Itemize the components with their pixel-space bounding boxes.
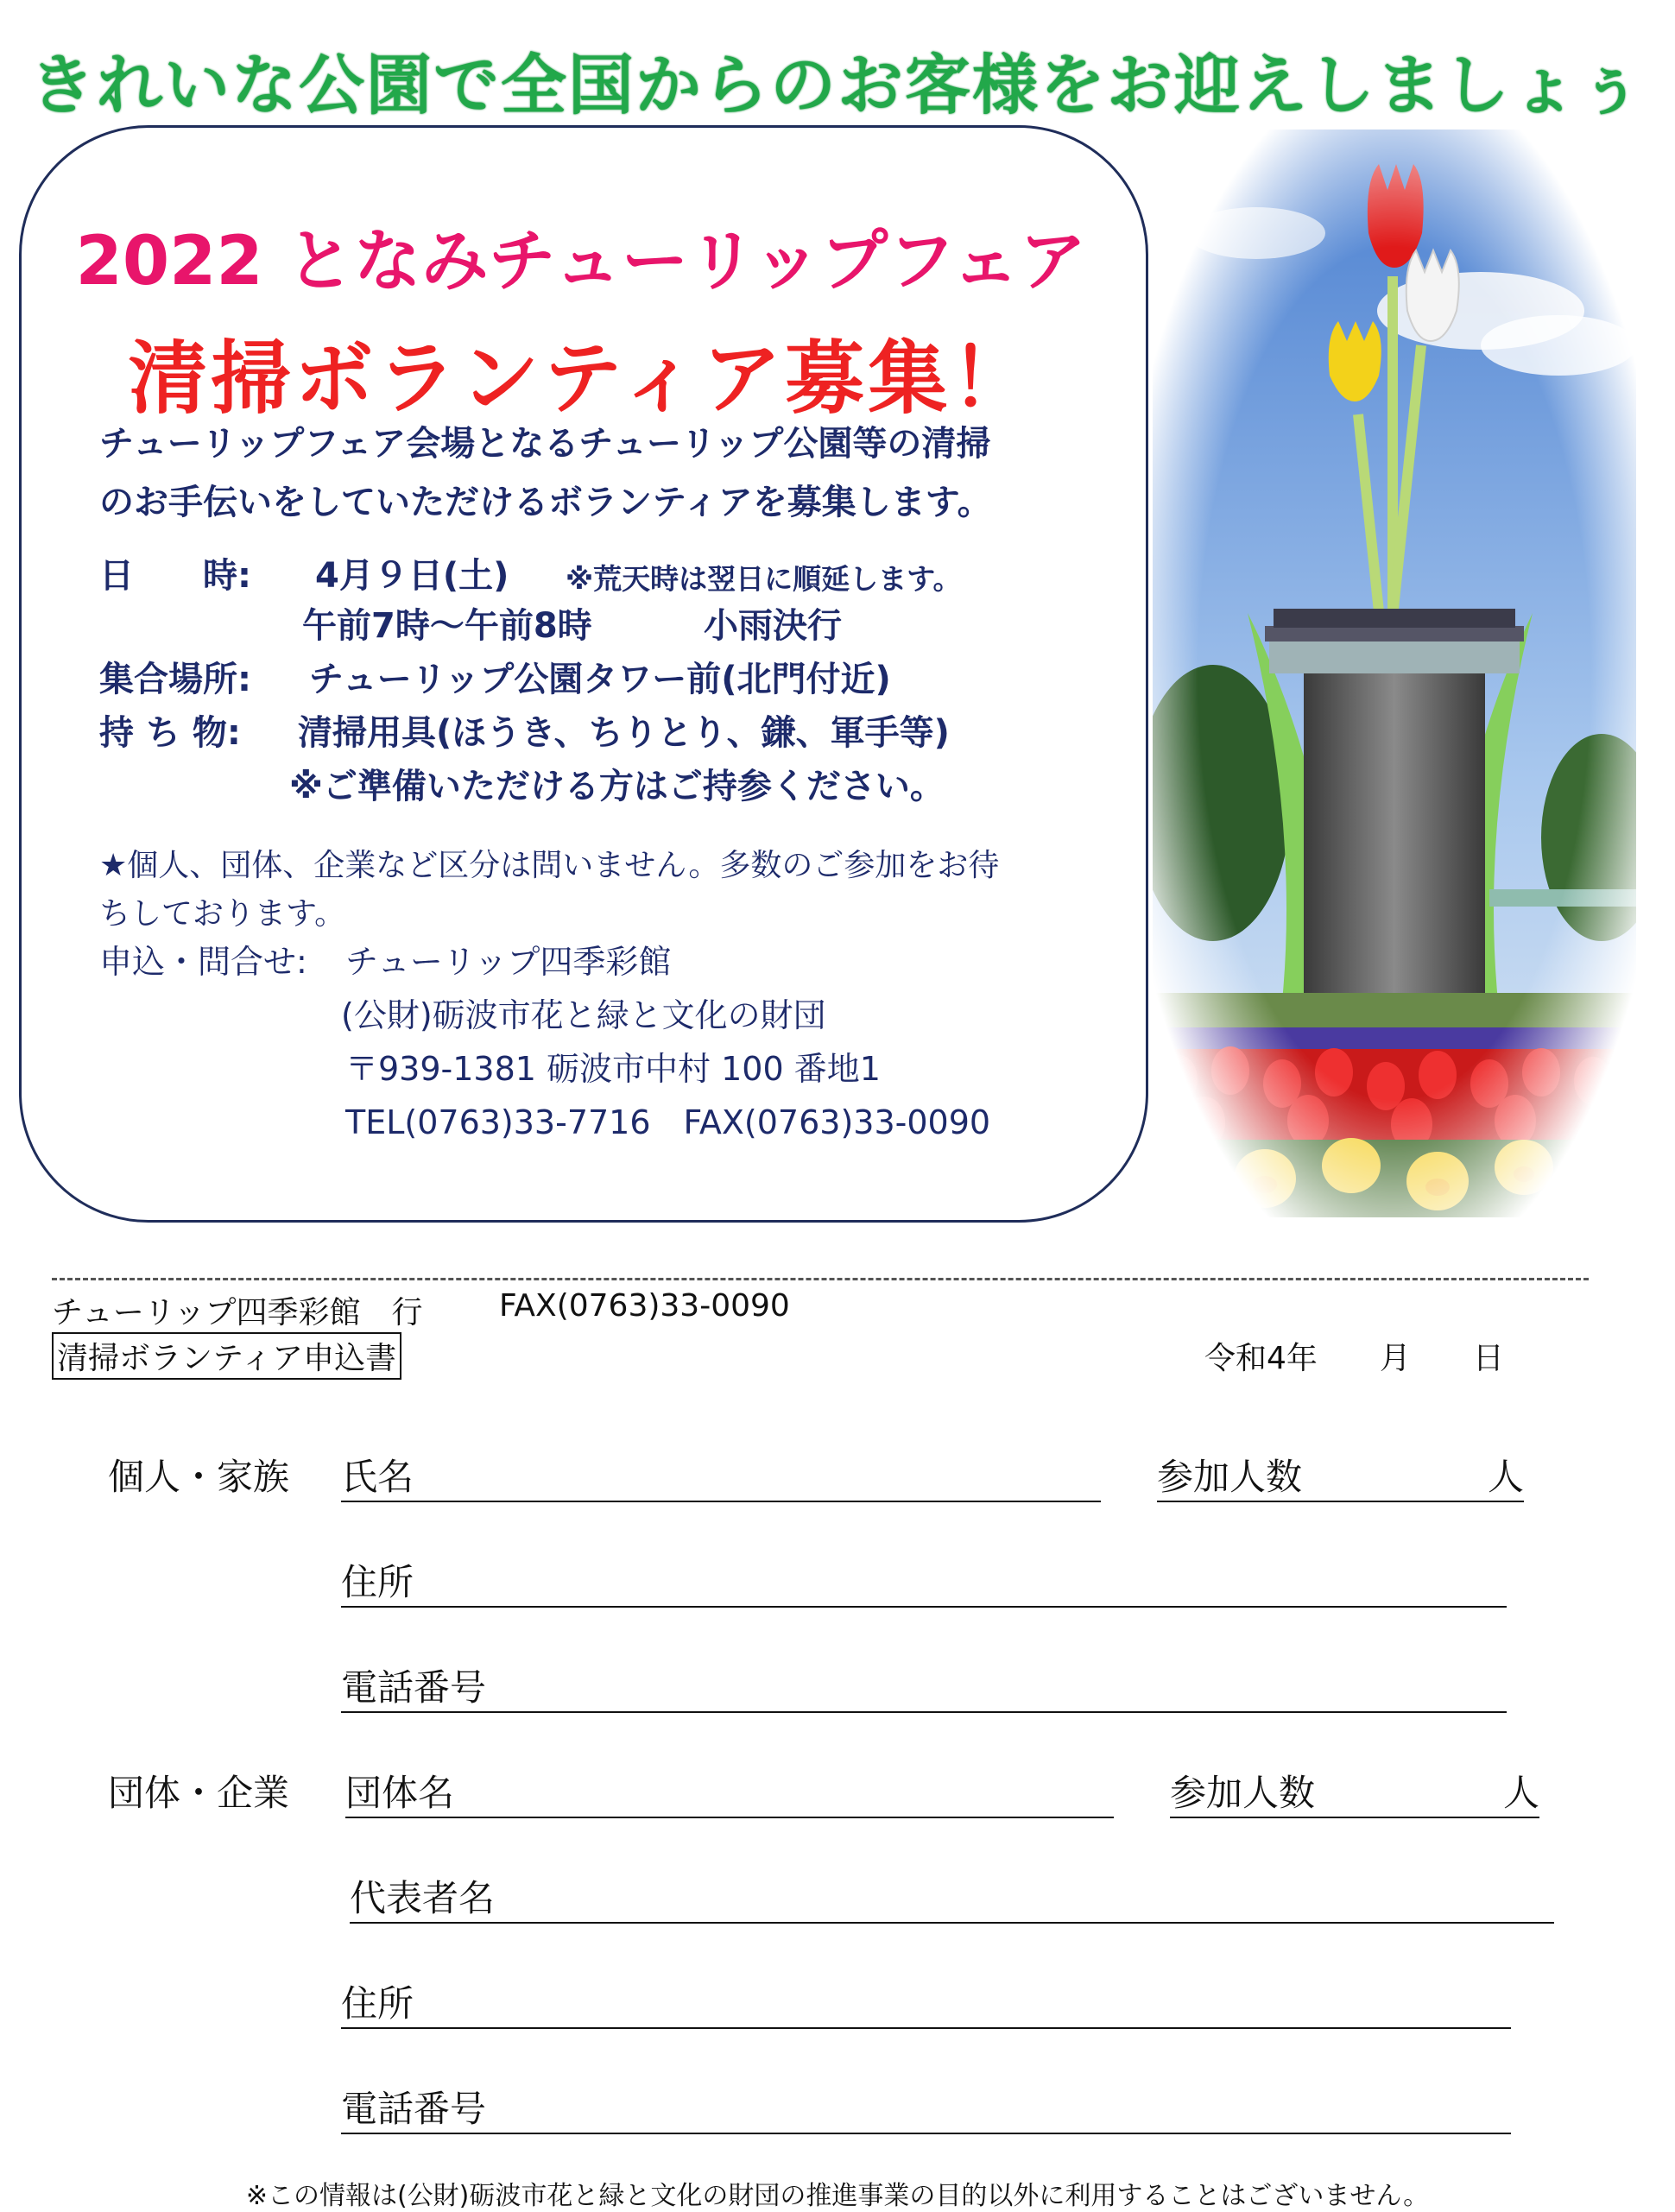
time-note: 小雨決行: [704, 606, 842, 646]
form-fax: FAX(0763)33-0090: [499, 1288, 790, 1324]
group-address-label: 住所: [341, 1982, 414, 2025]
form-date-line: 令和4年 月 日: [1204, 1341, 1504, 1376]
fair-title: 2022 となみチューリップフェア: [75, 223, 1087, 300]
cut-line: [52, 1278, 1589, 1280]
intro-text: [99, 414, 1092, 532]
intro-line-2: のお手伝いをしていただけるボランティアを募集します。: [99, 483, 992, 522]
group-phone-field[interactable]: [341, 2081, 1511, 2134]
note-line-1: ★個人、団体、企業など区分は問いません。多数のご参加をお待: [99, 848, 1000, 883]
contact-line-4: TEL(0763)33-7716 FAX(0763)33-0090: [345, 1103, 991, 1141]
tulip-tower-photo: [1153, 130, 1636, 1217]
participants-label: 参加人数: [1157, 1456, 1303, 1498]
time-value: 午前7時～午前8時: [302, 606, 592, 646]
tulip-tower-image: [1153, 130, 1636, 1217]
group-name-field[interactable]: [345, 1765, 1114, 1818]
note-line-2: ちしております。: [99, 896, 346, 932]
individual-address-field[interactable]: [341, 1554, 1507, 1608]
items-note: ※ご準備いただける方はご持参ください。: [289, 767, 945, 806]
individual-phone-field[interactable]: [341, 1659, 1507, 1713]
place-value: チューリップ公園タワー前(北門付近): [309, 660, 891, 699]
group-name-label: 団体名: [345, 1772, 455, 1814]
date-value: 4月９日(土): [315, 556, 509, 596]
participation-note: [99, 842, 1092, 939]
contact-label: 申込・問合せ:: [99, 943, 307, 981]
items-label: 持 ち 物:: [99, 713, 241, 753]
phone-label: 電話番号: [341, 1666, 487, 1709]
date-label: 日 時:: [99, 556, 251, 596]
individual-label: 個人・家族: [108, 1456, 290, 1498]
form-title: 清掃ボランティア申込書: [52, 1332, 401, 1380]
group-address-field[interactable]: [341, 1975, 1511, 2029]
privacy-footnote: ※この情報は(公財)砺波市花と緑と文化の財団の推進事業の目的以外に利用することはございません。: [245, 2181, 1430, 2211]
contact-line-2: (公財)砺波市花と緑と文化の財団: [341, 996, 826, 1034]
header-slogan: きれいな公園で全国からのお客様をお迎えしましょぅ: [29, 47, 1646, 123]
group-participants-field[interactable]: [1170, 1765, 1539, 1818]
address-label: 住所: [341, 1561, 414, 1603]
group-participants-label: 参加人数: [1170, 1772, 1316, 1814]
intro-line-1: チューリップフェア会場となるチューリップ公園等の清掃: [99, 424, 991, 464]
individual-participants-field[interactable]: [1157, 1449, 1524, 1502]
group-label: 団体・企業: [108, 1772, 290, 1814]
group-person-unit: 人: [1502, 1772, 1539, 1814]
person-unit: 人: [1487, 1456, 1524, 1498]
group-phone-label: 電話番号: [341, 2088, 487, 2130]
date-note: ※荒天時は翌日に順延します。: [566, 562, 962, 596]
place-label: 集合場所:: [99, 660, 251, 699]
contact-line-1: チューリップ四季彩館: [345, 943, 672, 981]
contact-line-3: 〒939-1381 砺波市中村 100 番地1: [345, 1050, 881, 1088]
recruit-title: 清掃ボランティア募集！: [128, 332, 1034, 425]
form-addressee: チューリップ四季彩館 行: [52, 1295, 423, 1330]
rep-name-label: 代表者名: [350, 1877, 496, 1919]
rep-name-field[interactable]: [350, 1870, 1554, 1924]
items-value: 清掃用具(ほうき、ちりとり、鎌、軍手等): [298, 713, 950, 753]
name-label: 氏名: [341, 1456, 414, 1498]
individual-name-field[interactable]: [341, 1449, 1101, 1502]
